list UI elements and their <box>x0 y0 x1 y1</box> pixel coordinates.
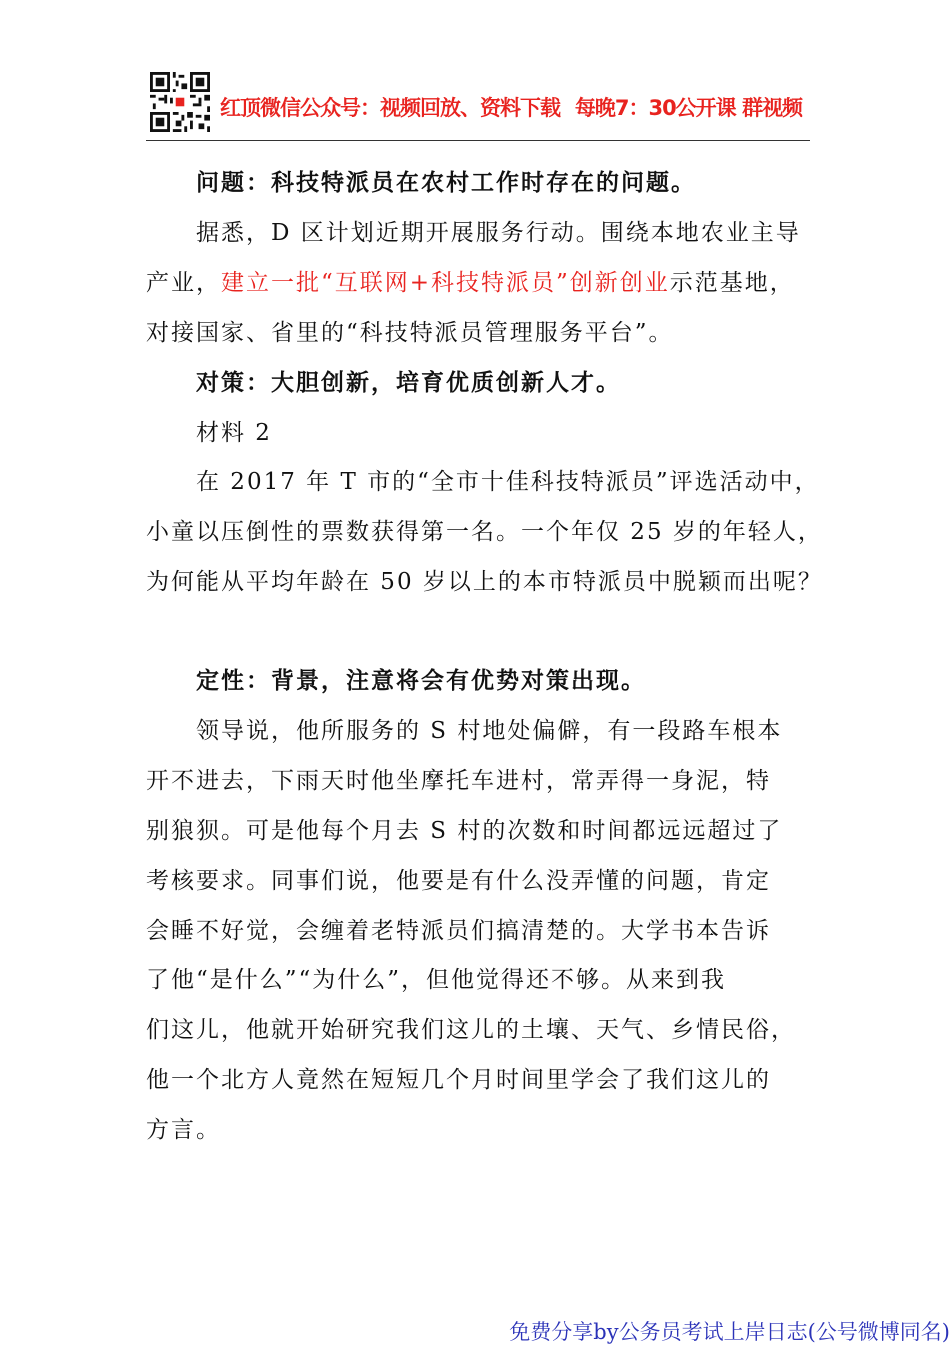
paragraph-line: 在 2017 年 T 市的“全市十佳科技特派员”评选活动中， <box>196 469 820 495</box>
page-header <box>146 70 810 141</box>
paragraph-line: 会睡不好觉，会缠着老特派员们搞清楚的。大学书本告诉 <box>146 918 771 944</box>
header-wechat-text: 红顶微信公众号：视频回放、资料下载 <box>220 96 560 120</box>
qr-code-icon <box>150 72 210 132</box>
text-span: 示范基地， <box>669 270 795 296</box>
paragraph-line: 考核要求。同事们说，他要是有什么没弄懂的问题，肯定 <box>146 868 771 894</box>
header-schedule-text: 每晚7：30公开课 群视频 <box>574 96 802 120</box>
paragraph-line: 对接国家、省里的“科技特派员管理服务平台”。 <box>146 320 674 346</box>
highlighted-text: 建立一批“互联网+科技特派员”创新创业 <box>221 270 670 296</box>
paragraph-line: 他一个北方人竟然在短短几个月时间里学会了我们这儿的 <box>146 1067 771 1093</box>
paragraph-line: 为何能从平均年龄在 50 岁以上的本市特派员中脱颖而出呢？ <box>146 569 823 595</box>
problem-heading: 问题：科技特派员在农村工作时存在的问题。 <box>196 169 696 196</box>
paragraph-line: 据悉，D 区计划近期开展服务行动。围绕本地农业主导 <box>196 220 801 246</box>
paragraph-line: 们这儿，他就开始研究我们这儿的土壤、天气、乡情民俗， <box>146 1017 796 1043</box>
paragraph-line: 小童以压倒性的票数获得第一名。一个年仅 25 岁的年轻人， <box>146 519 823 545</box>
paragraph-line: 方言。 <box>146 1117 221 1143</box>
paragraph-line: 了他“是什么”“为什么”，但他觉得还不够。从来到我 <box>146 967 727 993</box>
nature-heading: 定性：背景，注意将会有优势对策出现。 <box>196 667 646 694</box>
paragraph-line: 开不进去，下雨天时他坐摩托车进村，常弄得一身泥，特 <box>146 768 771 794</box>
text-span: 产业， <box>146 270 221 296</box>
footer-share-text: 免费分享by公务员考试上岸日志(公号微博同名) <box>509 1320 950 1344</box>
countermeasure-heading: 对策：大胆创新，培育优质创新人才。 <box>196 369 621 396</box>
paragraph-line <box>146 268 795 298</box>
material-label: 材料 2 <box>196 420 272 446</box>
paragraph-line: 别狼狈。可是他每个月去 S 村的次数和时间都远远超过了 <box>146 818 783 844</box>
paragraph-line: 领导说，他所服务的 S 村地处偏僻，有一段路车根本 <box>196 718 783 744</box>
